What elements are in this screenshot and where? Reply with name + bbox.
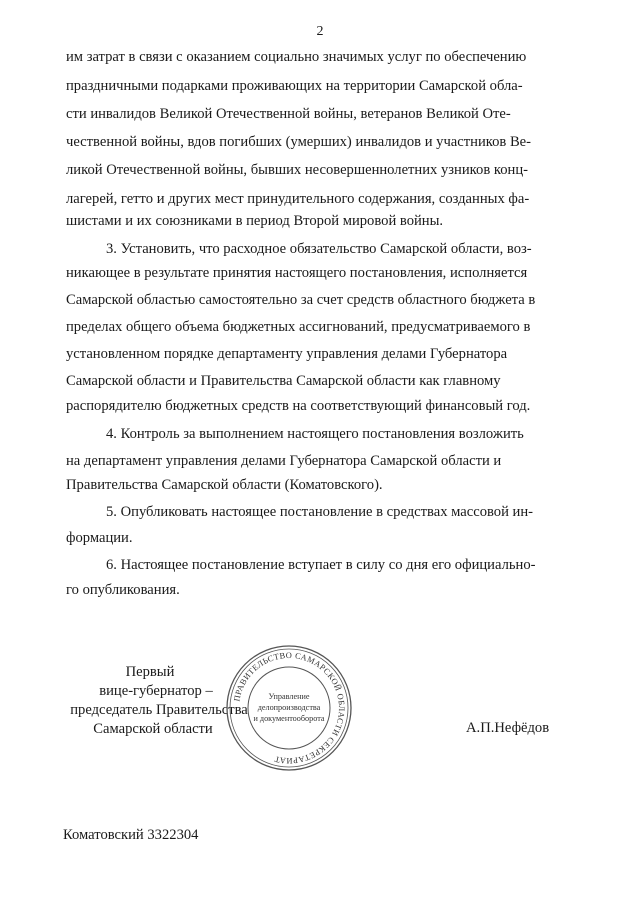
official-seal [224, 643, 354, 773]
text-line: чественной войны, вдов погибших (умерших) инвалидов и участников Ве- [66, 134, 532, 150]
text-line: никающее в результате принятия настоящего постановления, исполняется [66, 265, 528, 281]
text-line: 4. Контроль за выполнением настоящего постановления возложить [106, 426, 524, 442]
page-number: 2 [316, 24, 324, 39]
signer-title-line: Самарской области [93, 721, 213, 737]
text-line: Самарской области и Правительства Самарской области как главному [66, 373, 501, 389]
text-line: 6. Настоящее постановление вступает в силу со дня его официально- [106, 557, 536, 573]
signer-name: А.П.Нефёдов [466, 720, 550, 736]
text-line: шистами и их союзниками в период Второй мировой войны. [66, 213, 444, 229]
signer-title-line: вице-губернатор – [99, 683, 213, 699]
text-line: Самарской областью самостоятельно за счет средств областного бюджета в [66, 292, 536, 308]
text-line: 5. Опубликовать настоящее постановление в средствах массовой ин- [106, 504, 534, 520]
executor-line: Коматовский 3322304 [63, 827, 199, 843]
text-line: лагерей, гетто и других мест принудительного содержания, созданных фа- [66, 191, 530, 207]
signer-title-line: председатель Правительства [70, 702, 248, 718]
text-line: сти инвалидов Великой Отечественной войны, ветеранов Великой Оте- [66, 106, 511, 122]
seal-center-line: Управление [268, 692, 310, 701]
text-line: ликой Отечественной войны, бывших несовершеннолетних узников конц- [66, 162, 528, 178]
seal-center-line: и документооборота [253, 714, 325, 723]
text-line: распорядителю бюджетных средств на соответствующий финансовый год. [66, 398, 531, 414]
text-line: го опубликования. [66, 582, 180, 598]
text-line: установленном порядке департаменту управления делами Губернатора [66, 346, 508, 362]
seal-center-line: делопроизводства [257, 703, 321, 712]
text-line: формации. [66, 530, 133, 546]
text-line: 3. Установить, что расходное обязательство Самарской области, воз- [106, 241, 532, 257]
text-line: на департамент управления делами Губернатора Самарской области и [66, 453, 502, 469]
text-line: Правительства Самарской области (Коматовского). [66, 477, 383, 493]
text-line: пределах общего объема бюджетных ассигнований, предусматриваемого в [66, 319, 531, 335]
seal-ring-text: ПРАВИТЕЛЬСТВО САМАРСКОЙ ОБЛАСТИ СЕКРЕТАРИАТ [232, 650, 347, 766]
signer-title-line: Первый [125, 664, 175, 680]
text-line: им затрат в связи с оказанием социально значимых услуг по обеспечению [66, 49, 527, 65]
text-line: праздничными подарками проживающих на территории Самарской обла- [66, 78, 523, 94]
